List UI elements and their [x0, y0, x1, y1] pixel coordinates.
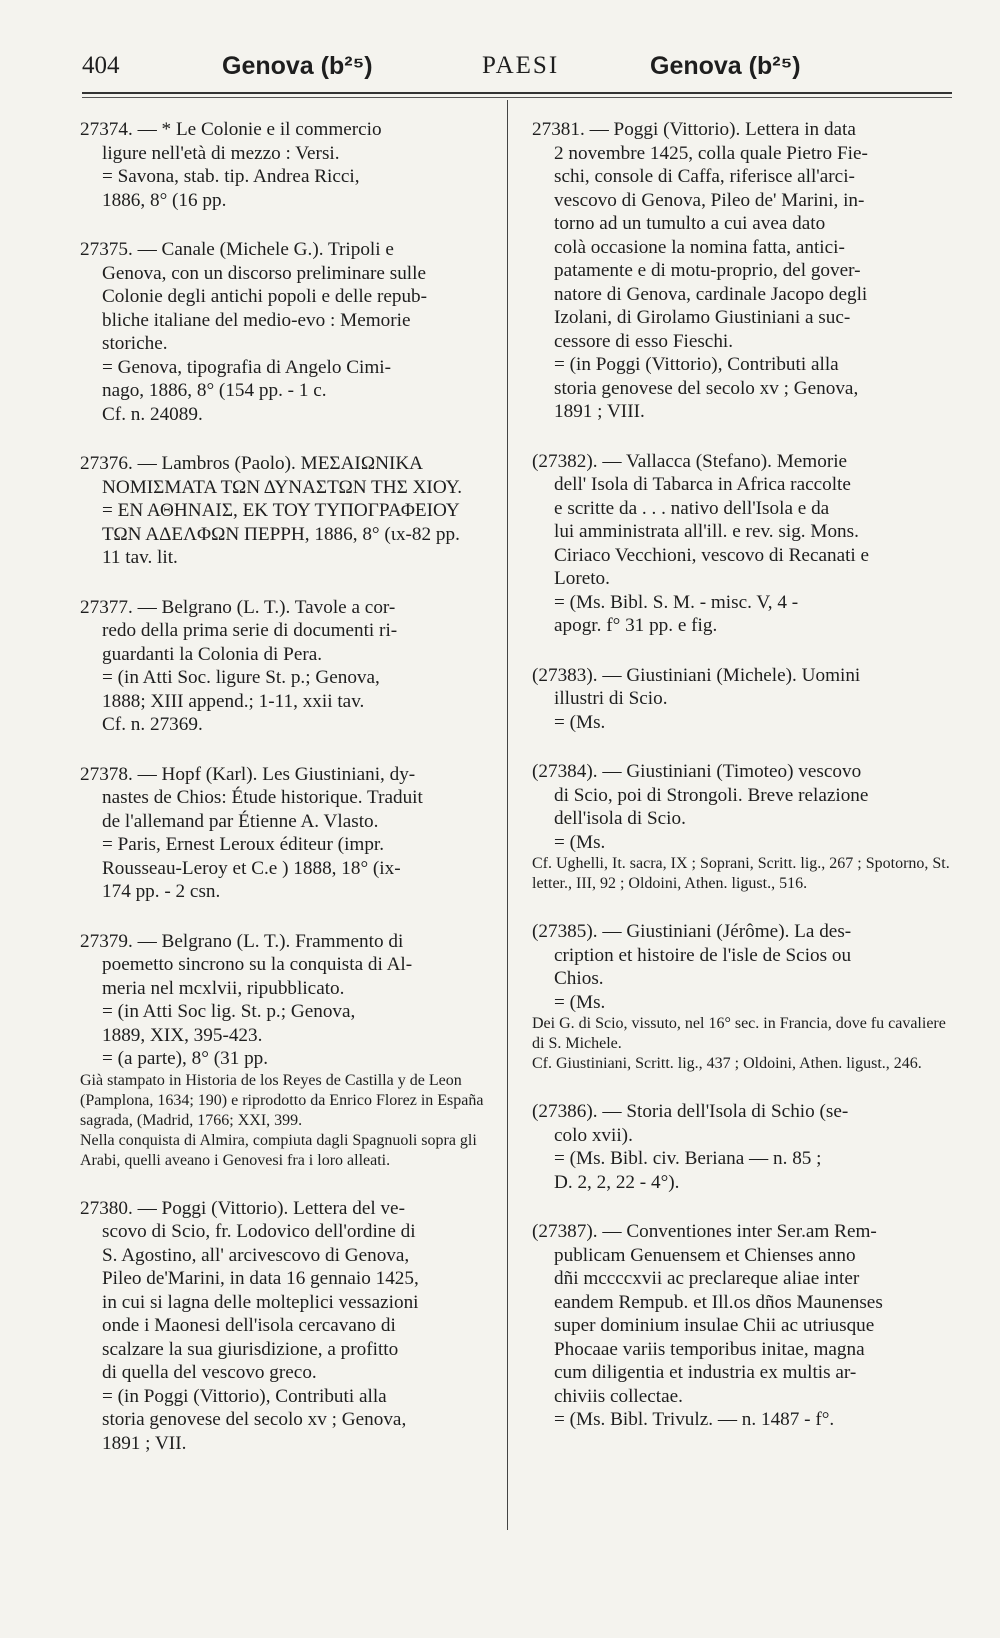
entry-line: ΤΩΝ ΑΔΕΛΦΩΝ ΠΕΡΡΗ, 1886, 8° (ιx-82 pp.	[102, 523, 460, 545]
entry-line: eandem Rempub. et Ill.os dños Maunenses	[554, 1291, 883, 1313]
entry-line: = (a parte), 8° (31 pp.	[102, 1048, 269, 1069]
entry-line: = (Ms.	[554, 831, 606, 853]
entry-line: 27380. — Poggi (Vittorio). Lettera del ve-	[80, 1197, 405, 1219]
bibliography-entry	[80, 238, 498, 426]
entry-line: 27374. — * Le Colonie e il commercio	[80, 119, 382, 140]
bibliography-entry	[80, 1197, 498, 1456]
entry-line: = Savona, stab. tip. Andrea Ricci,	[102, 166, 360, 187]
entry-line: Ciriaco Vecchioni, vescovo di Recanati e	[554, 544, 870, 566]
entry-line: bliche italiane del medio-evo : Memorie	[102, 309, 411, 331]
entry-line: (27382). — Vallacca (Stefano). Memorie	[532, 450, 848, 472]
entry-line: = (Ms.	[554, 711, 606, 733]
entry-line: Pileo de'Marini, in data 16 gennaio 1425,	[102, 1268, 419, 1289]
entry-line: nago, 1886, 8° (154 pp. - 1 c.	[102, 380, 327, 401]
entry-line: Phocaae variis temporibus initae, magna	[554, 1338, 865, 1360]
entry-line: = ΕΝ ΑΘΗΝΑΙΣ, ΕΚ ΤΟΥ ΤΥΠΟΓΡΑΦΕΙΟΥ	[102, 500, 460, 521]
column-divider	[507, 100, 508, 1530]
bibliography-entry	[532, 1100, 952, 1194]
entry-note: Cf. Ughelli, It. sacra, IX ; Soprani, Scritt. lig., 267 ; Spotorno, St. letter., III, 92 ; Oldoini, Athen. ligust., 516.	[532, 855, 950, 892]
entry-line: redo della prima serie di documenti ri-	[102, 620, 398, 641]
entry-note: Nella conquista di Almira, compiuta dagli Spagnuoli sopra gli Arabi, quelli aveano i Genovesi fra i loro alleati.	[80, 1131, 477, 1169]
entry-line: colo xvii).	[554, 1124, 633, 1146]
entry-line: = (Ms. Bibl. S. M. - misc. V, 4 -	[554, 591, 799, 613]
entry-note: Dei G. di Scio, vissuto, nel 16° sec. in Francia, dove fu cavaliere di S. Michele.	[532, 1015, 946, 1052]
entry-line: = (Ms. Bibl. civ. Beriana — n. 85 ;	[554, 1148, 822, 1169]
entry-line: onde i Maonesi dell'isola cercavano di	[102, 1315, 396, 1336]
running-title-right: Genova (b²⁵)	[650, 52, 801, 80]
entry-line: 27377. — Belgrano (L. T.). Tavole a cor-	[80, 596, 396, 618]
entry-line: scovo di Scio, fr. Lodovico dell'ordine di	[102, 1221, 416, 1242]
entry-line: torno ad un tumulto a cui avea dato	[554, 213, 826, 234]
page-header	[82, 46, 952, 90]
entry-line: guardanti la Colonia di Pera.	[102, 643, 323, 665]
entry-line: di quella del vescovo greco.	[102, 1362, 317, 1383]
right-column	[532, 118, 952, 1458]
entry-line: chiviis collectae.	[554, 1385, 683, 1407]
entry-line: in cui si lagna delle molteplici vessazioni	[102, 1291, 419, 1313]
header-rule-thin	[82, 97, 952, 98]
entry-line: S. Agostino, all' arcivescovo di Genova,	[102, 1244, 410, 1266]
entry-line: super dominium insulae Chii ac utriusque	[554, 1315, 875, 1336]
entry-line: Cf. n. 27369.	[102, 714, 203, 735]
entry-line: lui amministrata all'ill. e rev. sig. Mons.	[554, 521, 859, 542]
entry-line: ligure nell'età di mezzo : Versi.	[102, 142, 340, 164]
entry-line: = (in Atti Soc. ligure St. p.; Genova,	[102, 667, 380, 688]
entry-line: dell'isola di Scio.	[554, 808, 686, 829]
entry-line: schi, console di Caffa, riferisce all'arci-	[554, 166, 855, 187]
bibliography-entry	[80, 763, 498, 904]
entry-line: meria nel mcxlvii, ripubblicato.	[102, 977, 345, 999]
entry-line: de l'allemand par Étienne A. Vlasto.	[102, 810, 379, 832]
bibliography-entry	[80, 596, 498, 737]
entry-line: storiche.	[102, 333, 168, 354]
left-column	[80, 118, 498, 1481]
entry-line: Loreto.	[554, 568, 610, 589]
entry-line: vescovo di Genova, Pileo de' Marini, in-	[554, 189, 865, 211]
entry-line: 27378. — Hopf (Karl). Les Giustiniani, dy-	[80, 763, 416, 785]
entry-line: cription et histoire de l'isle de Scios ou	[554, 944, 852, 966]
bibliography-entry	[532, 760, 952, 894]
bibliography-entry	[532, 1220, 952, 1432]
entry-line: nastes de Chios: Étude historique. Traduit	[102, 787, 423, 808]
bibliography-entry	[532, 664, 952, 735]
entry-line: cum diligentia et industria ex multis ar-	[554, 1362, 857, 1383]
entry-line: 1889, XIX, 395-423.	[102, 1024, 263, 1046]
entry-line: dell' Isola di Tabarca in Africa raccolte	[554, 474, 851, 495]
entry-line: Colonie degli antichi popoli e delle repub-	[102, 286, 428, 307]
running-title-center: PAESI	[482, 52, 560, 79]
entry-line: scalzare la sua giurisdizione, a profitto	[102, 1338, 399, 1360]
entry-line: = (Ms.	[554, 991, 606, 1013]
entry-line: (27384). — Giustiniani (Timoteo) vescovo	[532, 761, 862, 782]
entry-line: = (Ms. Bibl. Trivulz. — n. 1487 - f°.	[554, 1409, 835, 1430]
entry-line: 27381. — Poggi (Vittorio). Lettera in data	[532, 119, 856, 140]
entry-line: 27375. — Canale (Michele G.). Tripoli e	[80, 239, 394, 260]
entry-line: D. 2, 2, 22 - 4°).	[554, 1171, 680, 1193]
entry-line: di Scio, poi di Strongoli. Breve relazione	[554, 784, 869, 806]
entry-note: Già stampato in Historia de los Reyes de Castilla y de Leon (Pamplona, 1634; 190) e riprodotto da Enrico Florez in España sagrada, (Madrid, 1766; XXI, 399.	[80, 1071, 484, 1129]
entry-line: 27376. — Lambros (Paolo). ΜΕΣΑΙΩΝΙΚΑ	[80, 453, 424, 474]
entry-line: (27387). — Conventiones inter Ser.am Rem-	[532, 1221, 877, 1242]
entry-line: publicam Genuensem et Chienses anno	[554, 1244, 856, 1266]
entry-line: = (in Poggi (Vittorio), Contributi alla	[554, 354, 839, 375]
bibliography-entry	[532, 118, 952, 424]
entry-line: storia genovese del secolo xv ; Genova,	[102, 1409, 407, 1430]
entry-line: natore di Genova, cardinale Jacopo degli	[554, 283, 868, 305]
entry-line: apogr. f° 31 pp. e fig.	[554, 615, 718, 636]
entry-line: 11 tav. lit.	[102, 547, 178, 568]
entry-line: 1891 ; VII.	[102, 1432, 187, 1454]
entry-line: (27386). — Storia dell'Isola di Schio (se-	[532, 1101, 849, 1122]
entry-line: colà occasione la nomina fatta, antici-	[554, 236, 845, 258]
entry-line: Izolani, di Girolamo Giustiniani a suc-	[554, 307, 851, 328]
entry-line: 2 novembre 1425, colla quale Pietro Fie-	[554, 142, 868, 164]
entry-line: poemetto sincrono su la conquista di Al-	[102, 954, 413, 975]
entry-line: illustri di Scio.	[554, 688, 668, 709]
entry-line: dñi mccccxvii ac preclareque aliae inter	[554, 1268, 860, 1289]
entry-line: ΝΟΜΙΣΜΑΤΑ ΤΩΝ ΔΥΝΑΣΤΩΝ ΤΗΣ ΧΙΟΥ.	[102, 476, 462, 498]
bibliography-entry	[80, 930, 498, 1171]
entry-line: Rousseau-Leroy et C.e ) 1888, 18° (ix-	[102, 857, 401, 879]
entry-line: Cf. n. 24089.	[102, 403, 203, 425]
running-title-left: Genova (b²⁵)	[222, 52, 373, 80]
entry-line: 1891 ; VIII.	[554, 401, 645, 422]
entry-line: = (in Atti Soc lig. St. p.; Genova,	[102, 1001, 356, 1022]
entry-line: e scritte da . . . nativo dell'Isola e da	[554, 497, 830, 519]
page-number: 404	[82, 52, 120, 79]
entry-line: 1888; XIII append.; 1-11, xxii tav.	[102, 690, 365, 712]
entry-line: cessore di esso Fieschi.	[554, 330, 734, 352]
entry-line: storia genovese del secolo xv ; Genova,	[554, 377, 859, 399]
bibliography-entry	[532, 450, 952, 638]
entry-line: = (in Poggi (Vittorio), Contributi alla	[102, 1385, 387, 1407]
bibliography-entry	[80, 452, 498, 570]
entry-line: = Paris, Ernest Leroux éditeur (impr.	[102, 834, 385, 855]
entry-line: = Genova, tipografia di Angelo Cimi-	[102, 356, 391, 378]
entry-line: 174 pp. - 2 csn.	[102, 881, 221, 902]
bibliography-entry	[80, 118, 498, 212]
entry-line: (27383). — Giustiniani (Michele). Uomini	[532, 664, 861, 686]
entry-line: Genova, con un discorso preliminare sulle	[102, 262, 426, 284]
entry-line: 1886, 8° (16 pp.	[102, 189, 227, 211]
entry-line: Chios.	[554, 968, 604, 989]
header-rule	[82, 92, 952, 94]
entry-line: patamente e di motu-proprio, del gover-	[554, 260, 861, 281]
entry-line: 27379. — Belgrano (L. T.). Frammento di	[80, 930, 404, 952]
bibliography-entry	[532, 920, 952, 1074]
entry-line: (27385). — Giustiniani (Jérôme). La des-	[532, 921, 852, 942]
entry-note: Cf. Giustiniani, Scritt. lig., 437 ; Oldoini, Athen. ligust., 246.	[532, 1055, 922, 1072]
